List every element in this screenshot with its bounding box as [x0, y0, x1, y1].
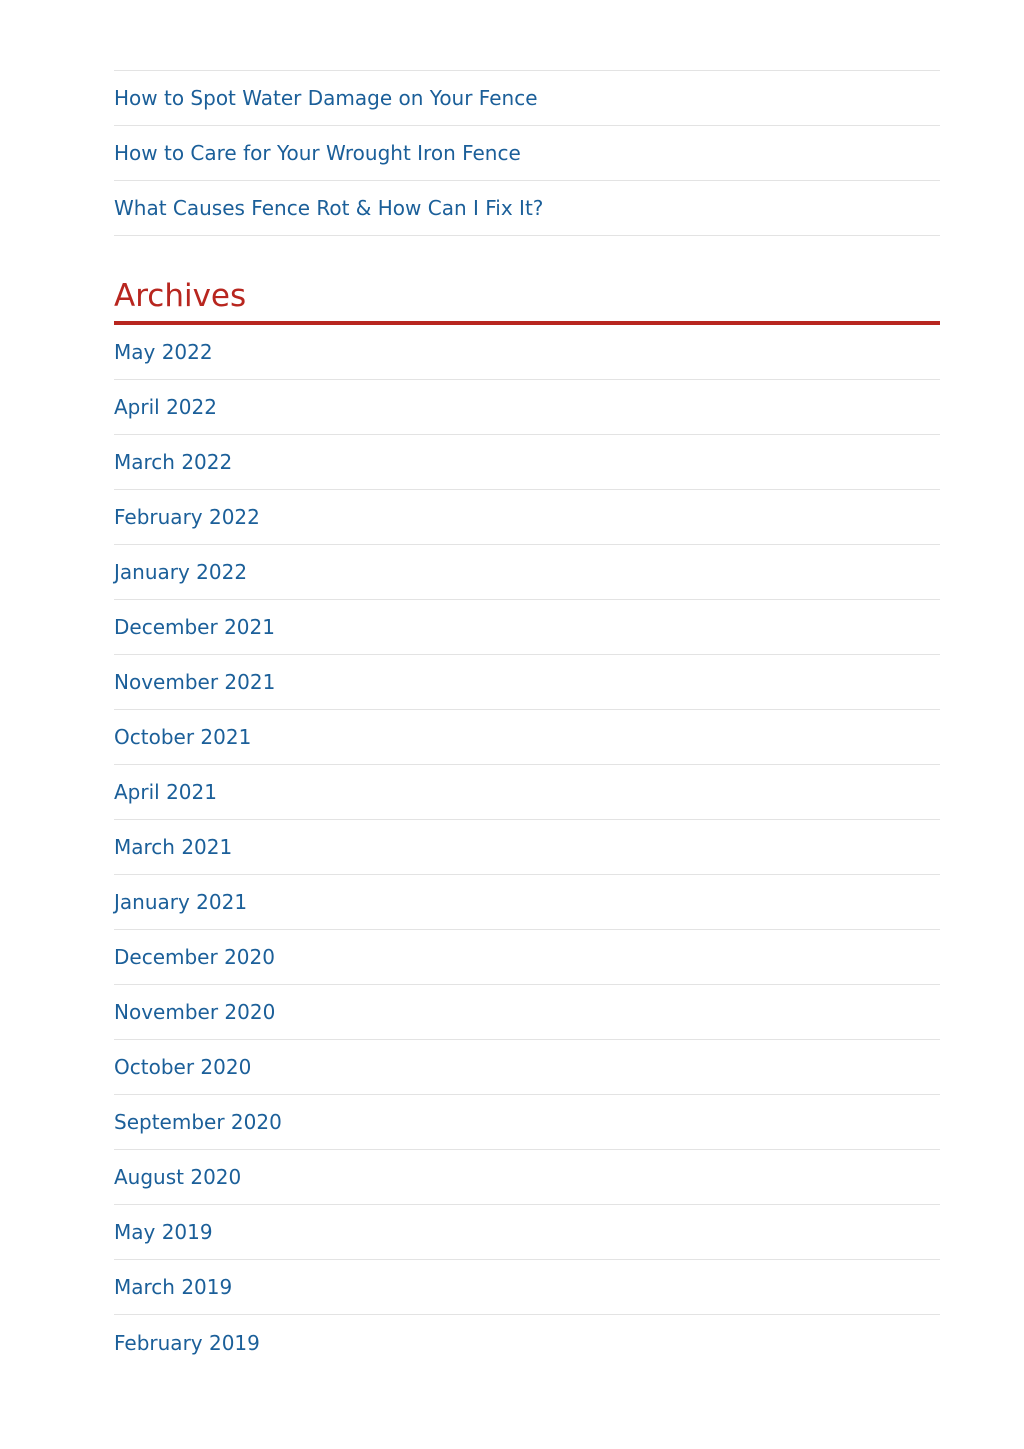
list-item — [114, 985, 940, 1040]
list-item — [114, 325, 940, 380]
archives-list — [114, 325, 940, 1370]
archive-link[interactable]: January 2022 — [114, 560, 248, 584]
list-item — [114, 490, 940, 545]
recent-post-link[interactable]: How to Care for Your Wrought Iron Fence — [114, 141, 521, 165]
list-item — [114, 1315, 940, 1370]
archive-link[interactable]: May 2022 — [114, 340, 213, 364]
archive-link[interactable]: August 2020 — [114, 1165, 242, 1189]
list-item — [114, 71, 940, 126]
archives-heading: Archives — [114, 278, 247, 314]
archive-link[interactable]: February 2019 — [114, 1330, 260, 1355]
recent-posts-list — [114, 70, 940, 236]
list-item — [114, 435, 940, 490]
archive-link[interactable]: February 2022 — [114, 505, 260, 529]
recent-post-link[interactable]: What Causes Fence Rot & How Can I Fix It? — [114, 196, 544, 220]
list-item — [114, 765, 940, 820]
archive-link[interactable]: November 2020 — [114, 1000, 276, 1024]
list-item — [114, 875, 940, 930]
list-item — [114, 820, 940, 875]
list-item — [114, 710, 940, 765]
list-item — [114, 1095, 940, 1150]
archive-link[interactable]: December 2020 — [114, 945, 275, 969]
list-item — [114, 126, 940, 181]
list-item — [114, 545, 940, 600]
archive-link[interactable]: December 2021 — [114, 615, 275, 639]
list-item — [114, 181, 940, 236]
archive-link[interactable]: April 2022 — [114, 395, 217, 419]
archive-link[interactable]: January 2021 — [114, 890, 248, 914]
archive-link[interactable]: March 2021 — [114, 835, 233, 859]
list-item — [114, 1150, 940, 1205]
list-item — [114, 930, 940, 985]
list-item — [114, 380, 940, 435]
list-item — [114, 600, 940, 655]
list-item — [114, 1205, 940, 1260]
archive-link[interactable]: October 2021 — [114, 725, 252, 749]
archive-link[interactable]: March 2019 — [114, 1275, 233, 1299]
archive-link[interactable]: May 2019 — [114, 1220, 213, 1244]
archive-link[interactable]: March 2022 — [114, 450, 233, 474]
archive-link[interactable]: April 2021 — [114, 780, 217, 804]
archive-link[interactable]: November 2021 — [114, 670, 276, 694]
list-item — [114, 655, 940, 710]
archive-link[interactable]: October 2020 — [114, 1055, 252, 1079]
archive-link[interactable]: September 2020 — [114, 1110, 282, 1134]
list-item — [114, 1260, 940, 1315]
list-item — [114, 1040, 940, 1095]
recent-post-link[interactable]: How to Spot Water Damage on Your Fence — [114, 86, 538, 110]
sidebar — [114, 70, 940, 1370]
